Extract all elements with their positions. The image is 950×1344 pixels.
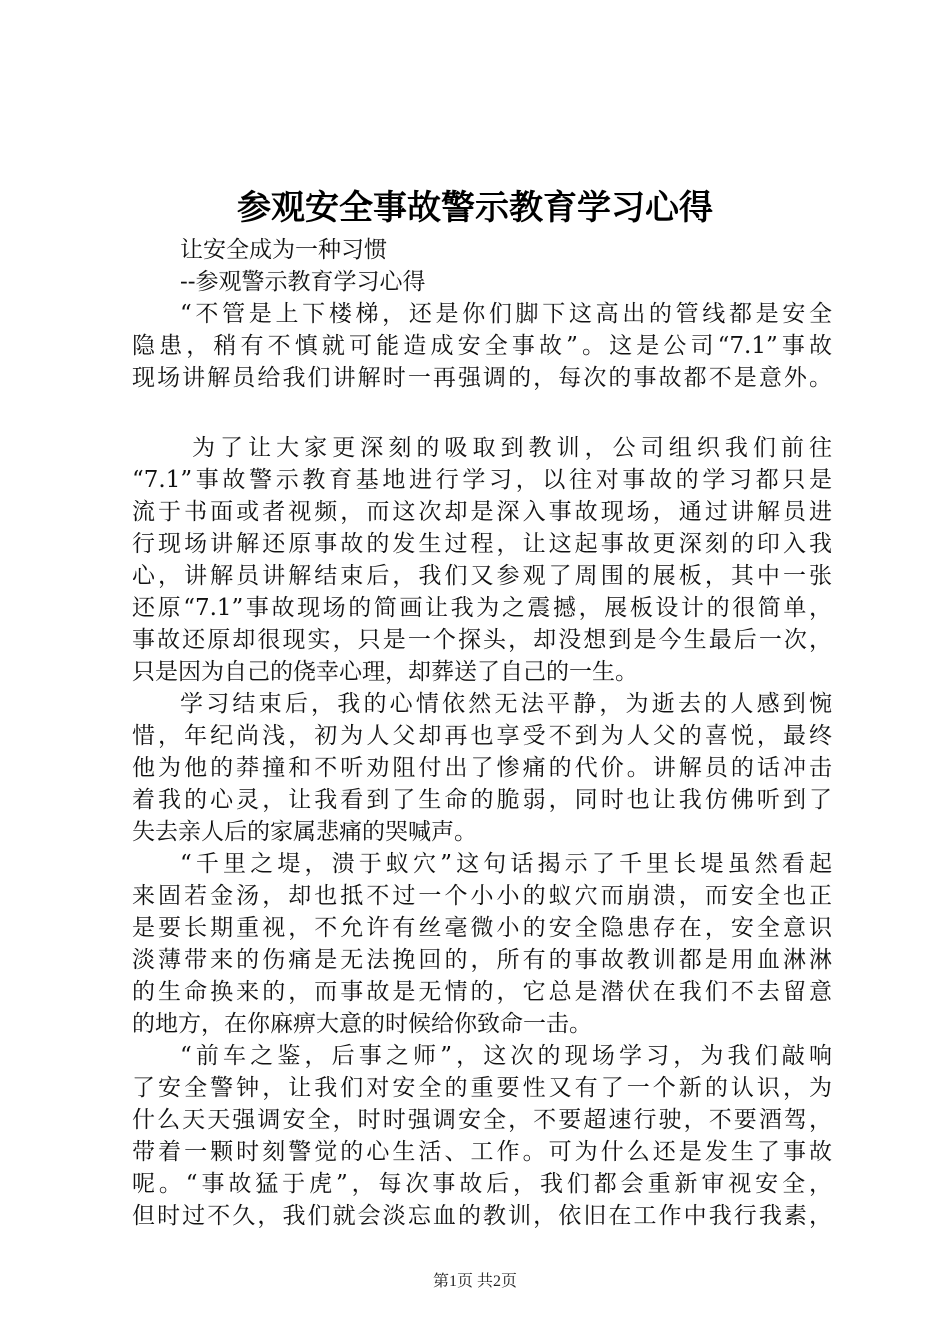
paragraph-line: 带着一颗时刻警觉的心生活、工作。可为什么还是发生了事故	[132, 1139, 832, 1165]
paragraph-line: 呢。“事故猛于虎”，每次事故后，我们都会重新审视安全，	[132, 1171, 832, 1197]
page-number-footer: 第1页 共2页	[432, 1273, 517, 1290]
paragraph-line: 流于书面或者视频，而这次却是深入事故现场，通过讲解员进	[132, 499, 832, 525]
paragraph-line: “前车之鉴，后事之师”，这次的现场学习，为我们敲响	[180, 1043, 832, 1069]
paragraph-line: 了安全警钟，让我们对安全的重要性又有了一个新的认识，为	[132, 1075, 832, 1101]
paragraph-line: 失去亲人后的家属悲痛的哭喊声。	[132, 819, 477, 845]
paragraph-line: “千里之堤，溃于蚁穴”这句话揭示了千里长堤虽然看起	[180, 851, 832, 877]
subtitle-line: --参观警示教育学习心得	[180, 269, 426, 295]
paragraph-line: 是要长期重视，不允许有丝毫微小的安全隐患存在，安全意识	[132, 915, 832, 941]
paragraph-line: 只是因为自己的侥幸心理，却葬送了自己的一生。	[132, 659, 638, 685]
paragraph-line: 事故还原却很现实，只是一个探头，却没想到是今生最后一次，	[132, 627, 832, 653]
document-title: 参观安全事故警示教育学习心得	[237, 188, 713, 228]
document-body	[132, 234, 832, 1232]
subtitle-line: 让安全成为一种习惯	[180, 237, 387, 263]
paragraph-line: 还原“7.1”事故现场的简画让我为之震撼，展板设计的很简单，	[132, 595, 832, 621]
paragraph-line: 淡薄带来的伤痛是无法挽回的，所有的事故教训都是用血淋淋	[132, 947, 832, 973]
paragraph-line: 隐患，稍有不慎就可能造成安全事故”。这是公司“7.1”事故	[132, 333, 832, 359]
paragraph-line: 的生命换来的，而事故是无情的，它总是潜伏在我们不去留意	[132, 979, 832, 1005]
paragraph-line: 他为他的莽撞和不听劝阻付出了惨痛的代价。讲解员的话冲击	[132, 755, 832, 781]
paragraph-line: 心，讲解员讲解结束后，我们又参观了周围的展板，其中一张	[132, 563, 832, 589]
paragraph-line: 但时过不久，我们就会淡忘血的教训，依旧在工作中我行我素，	[132, 1203, 832, 1229]
paragraph-line: 的地方，在你麻痹大意的时候给你致命一击。	[132, 1011, 592, 1037]
paragraph-line: 什么天天强调安全，时时强调安全，不要超速行驶，不要酒驾，	[132, 1107, 832, 1133]
paragraph-line: “不管是上下楼梯，还是你们脚下这高出的管线都是安全	[180, 301, 832, 327]
paragraph-line: 为了让大家更深刻的吸取到教训，公司组织我们前往	[192, 435, 832, 461]
paragraph-line: 来固若金汤，却也抵不过一个小小的蚁穴而崩溃，而安全也正	[132, 883, 832, 909]
paragraph-line: 行现场讲解还原事故的发生过程，让这起事故更深刻的印入我	[132, 531, 832, 557]
paragraph-line: “7.1”事故警示教育基地进行学习，以往对事故的学习都只是	[132, 467, 832, 493]
paragraph-line: 现场讲解员给我们讲解时一再强调的，每次的事故都不是意外。	[132, 365, 832, 391]
paragraph-line: 学习结束后，我的心情依然无法平静，为逝去的人感到惋	[180, 691, 832, 717]
paragraph-line: 着我的心灵，让我看到了生命的脆弱，同时也让我仿佛听到了	[132, 787, 832, 813]
paragraph-gap	[132, 394, 832, 432]
paragraph-line: 惜，年纪尚浅，初为人父却再也享受不到为人父的喜悦，最终	[132, 723, 832, 749]
